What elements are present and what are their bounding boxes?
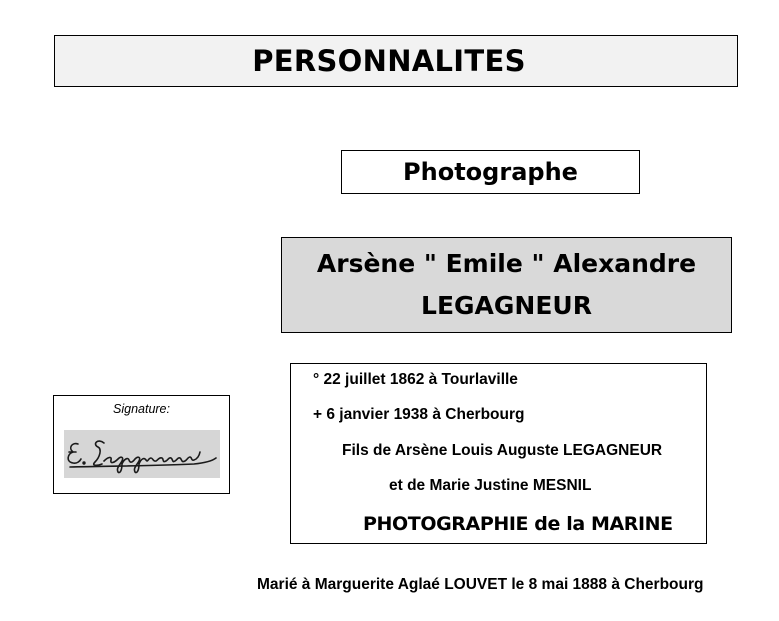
mother-line: et de Marie Justine MESNIL	[389, 477, 592, 494]
marriage-line: Marié à Marguerite Aglaé LOUVET le 8 mai 1888 à Cherbourg	[257, 576, 704, 593]
details-box	[290, 363, 707, 544]
name-line-2: LEGAGNEUR	[421, 291, 592, 320]
father-line: Fils de Arsène Louis Auguste LEGAGNEUR	[342, 442, 663, 459]
title-banner	[54, 35, 738, 87]
birth-line: ° 22 juillet 1862 à Tourlaville	[313, 371, 518, 388]
signature-box	[53, 395, 230, 494]
name-line-1: Arsène " Emile " Alexandre	[316, 249, 697, 278]
role-box	[341, 150, 640, 194]
signature-label: Signature:	[113, 402, 170, 416]
role-title: Photographe	[403, 158, 578, 186]
name-box	[281, 237, 732, 333]
signature-image	[64, 430, 220, 478]
page-title: PERSONNALITES	[252, 44, 526, 78]
handwritten-signature	[64, 430, 220, 478]
profession-line: PHOTOGRAPHIE de la MARINE	[363, 513, 673, 535]
death-line: + 6 janvier 1938 à Cherbourg	[313, 406, 525, 423]
